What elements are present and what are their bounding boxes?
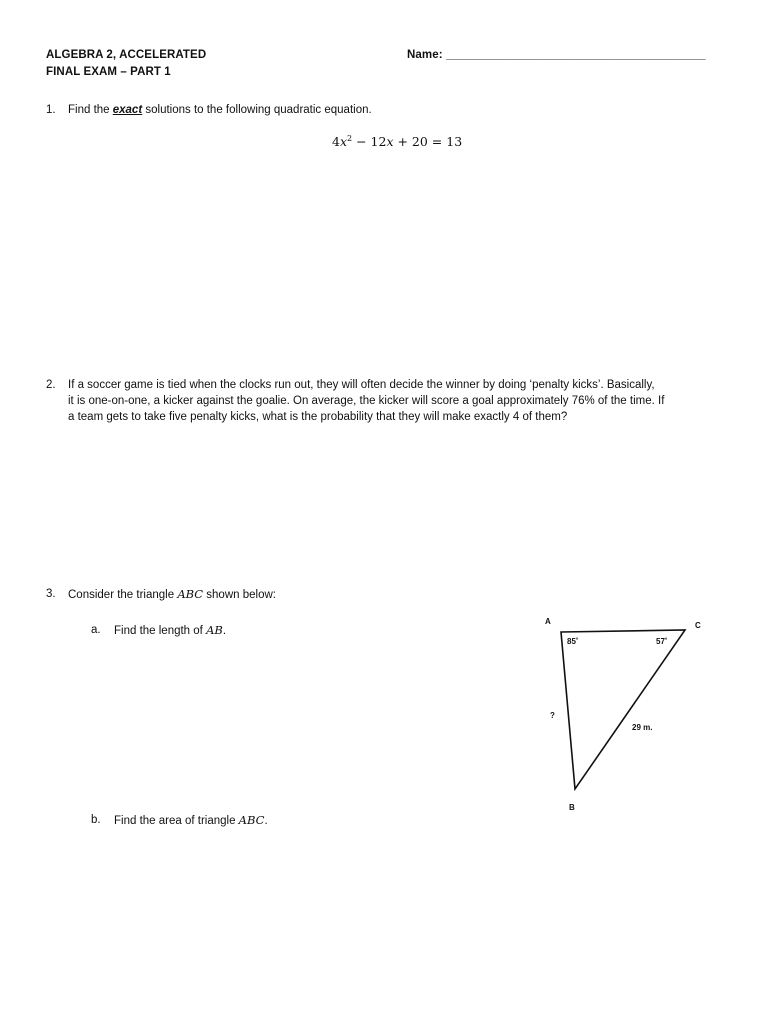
question-2-number: 2. [46,379,56,391]
question-3a-label: a. [91,624,101,636]
question-3a-prompt [114,622,226,639]
triangle-abc-figure [530,608,720,820]
side-bc-label: 29 m. [632,723,653,732]
question-3a-text: Find the length of [114,625,207,637]
eq-var: x [339,134,348,150]
question-3b-label: b. [91,814,101,826]
question-3b-math: ABC [238,813,265,827]
question-3a-math: AB [206,623,223,637]
vertex-b-label: B [569,803,575,812]
question-3a-end: . [222,625,227,637]
eq-exp: 2 [347,134,353,143]
vertex-a-label: A [545,617,551,626]
question-2-line-3: a team gets to take five penalty kicks, what is the probability that they will make exactly 4 of them? [68,411,568,423]
question-3b-prompt [114,812,268,829]
triangle-abc-shape [561,630,685,789]
question-3-text-before: Consider the triangle [68,589,178,601]
question-3b-text: Find the area of triangle [114,815,239,827]
course-title: ALGEBRA 2, ACCELERATED [46,49,207,61]
side-ab-label: ? [550,711,555,720]
question-1-text-after: solutions to the following quadratic equation. [142,104,372,116]
name-field[interactable]: Name: ________________________________________ [407,49,706,61]
angle-a-label: 85˚ [567,637,579,646]
question-1-prompt [68,102,372,118]
vertex-c-label: C [695,621,701,630]
question-3-text-after: shown below: [203,589,276,601]
question-2-line-1: If a soccer game is tied when the clocks run out, they will often decide the winner by doing ‘penalty kicks’. Basically, [68,379,655,391]
eq-coef: 4 [332,134,340,150]
eq-tail: + 20 = 13 [393,134,463,150]
question-3-triangle: ABC [177,587,204,601]
question-2-line-2: it is one-on-one, a kicker against the goalie. On average, the kicker will score a goal approximately 76% of the time. If [68,395,665,407]
angle-c-label: 57˚ [656,637,668,646]
question-1-number: 1. [46,104,56,116]
question-2-prompt [68,377,748,425]
quadratic-equation [332,134,462,149]
question-1-emphasis: exact [112,104,143,116]
exam-title: FINAL EXAM – PART 1 [46,66,171,78]
question-3-number: 3. [46,588,56,600]
question-3b-end: . [264,815,268,827]
question-1-text-before: Find the [68,104,113,116]
eq-var2: x [386,134,394,150]
question-3-prompt [68,586,276,603]
eq-rest: − 12 [352,134,387,150]
